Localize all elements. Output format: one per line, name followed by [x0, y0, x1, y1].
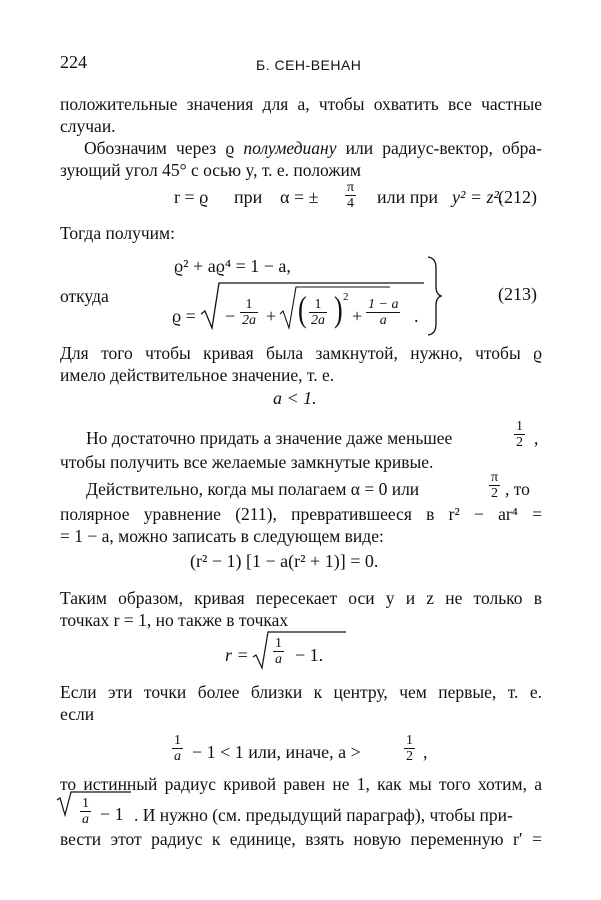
eq213-square: 2: [343, 291, 349, 303]
text-line-19: вести этот радиус к единице, взять новую переменную r′ =: [60, 829, 542, 849]
text-line-7: имело действительное значение, т. е.: [60, 365, 335, 385]
term-polumediana: полумедиану: [243, 138, 337, 158]
l8-fraction: [514, 419, 525, 450]
eq213-two-a: 2a: [242, 313, 256, 328]
running-title: Б. СЕН-ВЕНАН: [256, 57, 362, 73]
eq212-yz: y² = z².: [452, 187, 504, 207]
text-line-5: Тогда получим:: [60, 223, 175, 243]
eq213-plus: +: [266, 306, 277, 326]
eq212-pri: при: [234, 187, 263, 207]
eq-cond-frac2: [404, 733, 415, 764]
eq213-line1: ϱ² + aϱ⁴ = 1 − a,: [174, 256, 291, 276]
eq213-two-a-b: 2a: [311, 313, 325, 328]
eq212-label: (212): [498, 187, 537, 207]
l10-tail: , то: [505, 479, 530, 499]
l8-num: 1: [516, 419, 523, 434]
page-number: 224: [60, 52, 87, 72]
text-line-8: Но достаточно придать a значение даже меньшее: [86, 428, 453, 448]
text-line-1: положительные значения для a, чтобы охватить все частные: [60, 94, 542, 114]
text-line-16: если: [60, 704, 95, 724]
eq213-frac3: [366, 297, 400, 328]
text-line-6: Для того чтобы кривая была замкнутой, нужно, чтобы ϱ: [60, 343, 542, 363]
l10-fraction: [489, 470, 500, 501]
eq-r-num: 1: [275, 636, 282, 651]
l18-fraction: [80, 796, 91, 827]
eq-cond-tail: ,: [423, 742, 428, 762]
text-line-12: = 1 − a, можно записать в следующем виде:: [60, 526, 384, 546]
l8-den: 2: [516, 435, 523, 450]
text-line-18: . И нужно (см. предыдущий параграф), чтобы при-: [134, 805, 513, 825]
eq-cond-mid: − 1 < 1 или, иначе, a >: [192, 742, 361, 762]
book-page: 224 Б. СЕН-ВЕНАН положительные значения для a, чтобы охватить все частные случаи. Обозначим через ϱ полумедиану или радиус-вектор, обра- зующий угол 45° с осью y, т. е. положим r = ϱ при α = ± $\frac{\pi}{4}$ или при y² = z². (212) Тогда получим: ϱ² + aϱ⁴ = 1 − a, откуда ϱ = − $\frac{1}{2a}$ + ( $\frac{1}{2a}$ ) 2 + $\frac{1 - a}{a}$ . (213) Для того чтобы кривая была замкнутой, нужно, чтобы ϱ имело действительное значение, т. е. a < 1. Но достаточно придать a значение даже меньшее $\frac{1}{2}$ , чтобы получить все желаемые замкнутые кривые. Действительно, когда мы полагаем α = 0 или $\frac{\pi}{2}$ , то полярное уравнение (211), превратившееся в r² − ar⁴ = = 1 − a, можно записать в следующем виде: (r² − 1) [1 − a(r² + 1)] = 0. Таким образом, кривая пересекает оси y и z не только в точках r = 1, но также в точках r = $\frac{1}{a}$ − 1. Если эти точки более близки к центру, чем первые, т. е. если $\frac{1}{a}$ − 1 < 1 или, иначе, a > $\frac{1}{2}$ , то истинный радиус кривой равен не 1, как мы того хотим, а $\frac{1}{a}$ − 1 . И нужно (см. предыдущий параграф), чтобы при- вести этот радиус к единице, взять новую переменную r′ =: [0, 0, 601, 900]
eq-r-fraction: [273, 636, 284, 667]
eq213-label: (213): [498, 284, 537, 304]
l18-num: 1: [82, 796, 89, 811]
eq213-frac2: [309, 297, 327, 328]
eq-cond-num: 1: [174, 733, 181, 748]
l18-tail: − 1: [100, 804, 124, 824]
eq-r-tail: − 1.: [295, 645, 324, 665]
text-line-13: Таким образом, кривая пересекает оси y и z не только в: [60, 588, 542, 608]
eq213-one-minus-a: 1 − a: [368, 297, 399, 312]
l10-num: π: [491, 470, 499, 485]
eq212-pi: π: [347, 180, 355, 195]
text-line-3-a: Обозначим через ϱ: [84, 138, 244, 158]
text-line-2: случаи.: [60, 116, 116, 136]
eq-a-less-1: a < 1.: [273, 388, 317, 408]
eq-poly: (r² − 1) [1 − a(r² + 1)] = 0.: [190, 551, 379, 571]
l8-comma: ,: [534, 428, 539, 448]
text-line-9: чтобы получить все желаемые замкнутые кривые.: [60, 452, 434, 472]
text-line-10: Действительно, когда мы полагаем α = 0 или: [86, 479, 420, 499]
eq212-ili: или при: [377, 187, 439, 207]
eq213-a: a: [379, 313, 387, 328]
text-line-17: то истинный радиус кривой равен не 1, как мы того хотим, а: [60, 774, 542, 794]
l18-den: a: [82, 812, 89, 827]
text-line-3-c: или радиус-вектор, обра-: [336, 138, 542, 158]
eq-r-label: r =: [225, 645, 249, 665]
eq-cond-den: a: [174, 749, 181, 764]
text-line-4: зующий угол 45° с осью y, т. е. положим: [60, 160, 361, 180]
eq213-otkuda: откуда: [60, 286, 109, 306]
eq213-minus: −: [225, 306, 236, 326]
eq213-one: 1: [240, 297, 258, 313]
eq213-plus2: +: [352, 306, 363, 326]
text-line-15: Если эти точки более близки к центру, чем первые, т. е.: [60, 682, 542, 702]
l10-den: 2: [491, 486, 499, 501]
eq212-four: 4: [347, 196, 355, 211]
eq-r-den: a: [275, 652, 282, 667]
eq-cond-frac1: [172, 733, 183, 764]
text-line-11: полярное уравнение (211), превратившееся в r² − ar⁴ =: [60, 504, 542, 524]
eq212-r: r = ϱ: [174, 187, 209, 207]
eq-cond-den2: 2: [406, 749, 413, 764]
eq213-dot: .: [414, 306, 419, 326]
eq212-alpha: α = ±: [280, 187, 319, 207]
eq-cond-num2: 1: [406, 733, 413, 748]
eq213-rho: ϱ =: [172, 306, 196, 326]
eq213-frac1: [240, 297, 258, 328]
eq213-one-b: 1: [309, 297, 327, 313]
text-line-14: точках r = 1, но также в точках: [60, 610, 289, 630]
